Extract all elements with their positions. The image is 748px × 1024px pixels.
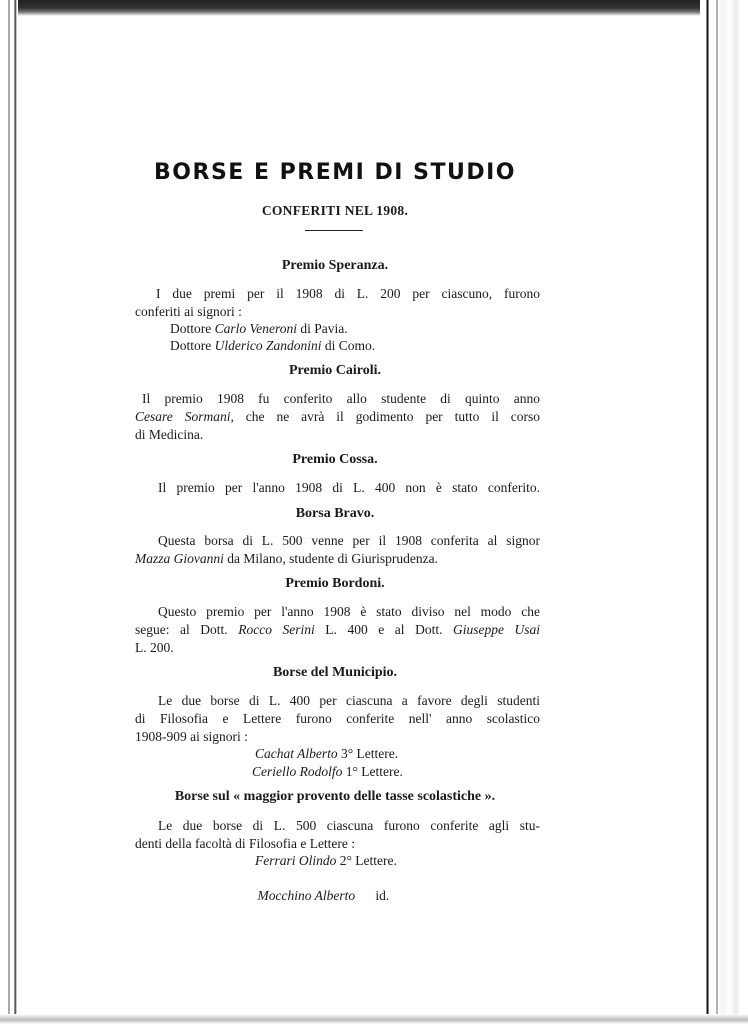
recipient-name: Mocchino Alberto (257, 888, 356, 903)
speranza-recipient-1 (170, 320, 348, 338)
tasse-line-2: denti della facoltà di Filosofia e Lettere : (135, 836, 356, 851)
bravo-line-2 (135, 550, 438, 568)
scan-left-edge (0, 0, 18, 1024)
bravo-line-1: Questa borsa di L. 500 venne per il 1908 conferita al signor (158, 533, 540, 548)
speranza-line-1: I due premi per il 1908 di L. 200 per ciascuno, furono (156, 286, 540, 301)
scan-bottom-edge (0, 1014, 748, 1024)
heading-premio-bordoni: Premio Bordoni. (285, 576, 385, 591)
heading-borse-municipio: Borse del Municipio. (272, 665, 398, 680)
bordoni-text-a: segue: al Dott. (135, 622, 239, 637)
recipient-name: Giuseppe Usai (452, 622, 541, 637)
recipient-name: Rocco Serini (238, 622, 315, 637)
bordoni-line-3: L. 200. (135, 640, 174, 655)
heading-borsa-bravo: Borsa Bravo. (295, 506, 375, 521)
cairoli-line-2 (135, 408, 540, 426)
bravo-line-2-text: da Milano, studente di Giurisprudenza. (223, 551, 438, 566)
municipio-recipient-1 (255, 745, 398, 763)
cairoli-line-2-text: che ne avrà il godimento per tutto il corso (233, 409, 541, 424)
scan-right-edge (700, 0, 748, 1024)
bordoni-line-1: Questo premio per l'anno 1908 è stato diviso nel modo che (158, 604, 540, 619)
recipient-name: Ferrari Olindo (255, 853, 337, 868)
student-name: Mazza Giovanni (135, 551, 224, 566)
recipient-year: id. (355, 888, 390, 903)
recipient-title: Dottore (170, 338, 215, 353)
student-name: Cesare Sormani, (135, 409, 234, 424)
municipio-line-3: 1908-909 ai signori : (135, 729, 248, 744)
municipio-recipient-2 (252, 763, 403, 781)
cairoli-line-3: di Medicina. (135, 427, 204, 442)
municipio-line-2: di Filosofia e Lettere furono conferite nell' anno scolastico (135, 711, 540, 726)
recipient-origin: di Como. (321, 338, 376, 353)
speranza-line-2: conferiti ai signori : (135, 304, 242, 319)
heading-premio-cairoli: Premio Cairoli. (288, 363, 382, 378)
speranza-recipient-2 (170, 337, 375, 355)
recipient-name: Carlo Veneroni (214, 321, 297, 336)
heading-premio-speranza: Premio Speranza. (281, 258, 389, 273)
title-divider (305, 230, 363, 231)
recipient-name: Ulderico Zandonini (214, 338, 322, 353)
bordoni-text-b: L. 400 e al Dott. (314, 622, 453, 637)
tasse-recipient-1 (255, 852, 397, 870)
municipio-line-1: Le due borse di L. 400 per ciascuna a favore degli studenti (158, 693, 540, 708)
recipient-year: 3° Lettere. (337, 746, 399, 761)
recipient-year: 2° Lettere. (336, 853, 397, 868)
recipient-origin: di Pavia. (297, 321, 348, 336)
recipient-year: 1° Lettere. (342, 764, 403, 779)
cairoli-line-1: Il premio 1908 fu conferito allo studente di quinto anno (142, 391, 540, 406)
recipient-name: Ceriello Rodolfo (252, 764, 343, 779)
page-title: BORSE E PREMI DI STUDIO (154, 160, 516, 185)
scan-top-edge (0, 0, 748, 16)
tasse-line-1: Le due borse di L. 500 ciascuna furono conferite agli stu- (158, 818, 540, 833)
tasse-recipient-2 (244, 869, 389, 923)
bordoni-line-2 (135, 621, 540, 639)
recipient-title: Dottore (170, 321, 215, 336)
recipient-name: Cachat Alberto (255, 746, 338, 761)
heading-premio-cossa: Premio Cossa. (292, 452, 378, 467)
page-subtitle: CONFERITI NEL 1908. (261, 203, 409, 218)
heading-borse-tasse-scolastiche: Borse sul « maggior provento delle tasse scolastiche ». (174, 789, 496, 804)
cossa-line-1: Il premio per l'anno 1908 di L. 400 non è stato conferito. (158, 480, 540, 495)
